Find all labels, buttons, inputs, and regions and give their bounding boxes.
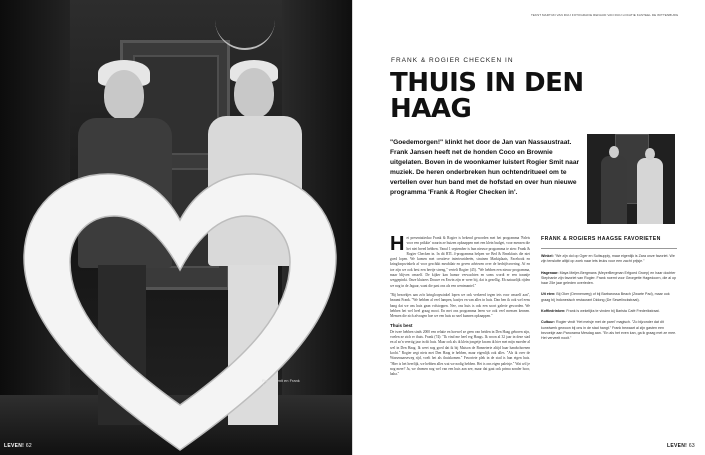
side-photo-person — [637, 158, 663, 224]
credits-line: TEKST MARTIJN VAN RUIJ FOTOGRAFIE RENAUD VAN RUIJ LOCATIE KASTEEL DE WITTENBURG — [531, 13, 679, 17]
favorite-text: Rogier vindt 'Het meisje met de parel' magisch. "Zo bijzonder dat dit kunstwerk gewoon bij ons in de stad hangt." Frank bewaart al zijn gasten een bezoekje aan Panorama Mesdag aan. "En als het even kan, ga ik graag met ze mee. Het verveelt nooit." — [541, 320, 677, 341]
favorite-text: "We zijn dol op Oger en Suitsupply, maar eigenlijk is Zara onze favoriet. We zijn tenslotte altijd op zoek naar iets leuks voor een zacht prijsje." — [541, 254, 675, 264]
article-body — [390, 233, 530, 381]
favorite-text: Frank is wekelijks te vinden bij Barista Café Frederikstraat. — [566, 309, 660, 314]
favorite-label: Uit eten: — [541, 292, 556, 297]
favorite-item — [541, 271, 677, 287]
face — [234, 68, 274, 118]
cover-photo — [0, 0, 352, 455]
folio-brand: LEVEN! — [4, 443, 25, 449]
side-photo-face — [645, 148, 655, 160]
favorite-text: Bij Oker (Dennenweg) of bij Barbarossa Beach (Zwarte Pad), maar ook graag bij Indonesisch restaurant Didong (De Sewelinckstraat). — [541, 292, 670, 302]
favorite-label: Hagenaar: — [541, 270, 559, 275]
body-text: et presentatieduo Frank & Rogier is bekend geworden met het programma 'Paleis voor een prikkie' waarin ze huizen opknappen met een klein budget, voor mensen die het niet breed hebben. Vanaf 1 september is hun nieuwe programma te zien: Frank & Rogier Checken in. In dit RTL 4-programma helpen we Bed & Breakfasts die niet goed lopen. We komen met creatieve interieurideeën, struinen Marktplaats, Facebook en kringloopwinkels af voor geschikt meubilair en geven adviezen over de bedrijfsvoering. Af en toe zijn we ook best een beetje streng," vertelt Rogier (45). "We hebben een nieuw programma, maar blijven onszelf. De kijker kan humor verwachten en soms wordt er een traantje weggepinkt. Onze kluizers Douwe en Erwin zijn er weer bij, dat is gezellig. Eh natuurlijk rijden we nog in de Jaguar, want die past ons als een wentmantel." — [390, 236, 530, 288]
body-paragraph — [390, 233, 530, 289]
body-paragraph: "Bij bezoekjes aan zo'n kringloopwinkel lopen we ook verkeerd tegen iets voor onszelf aan", beaamt Frank. "We hebben al veel lampen, kastjes en van alles in huis. Dan ben ik ook wel eens bang dat we ons huis gaan volstoppen. Nee, ons huis is ook een soort galerie geworden. We hebben het wel heel graag mooi. En met ons programma leren we ook veel mensen kennen. Mensen die zich afvragen hoe we een huis zo snel kunnen opknappen." — [390, 292, 530, 319]
heart-frame — [20, 170, 340, 455]
favorite-text: Maya Meijer-Bergmans (MeyerBergman Erfgoed Groep) en haar dochter Stephanie zijn favoriet van Rogier. Frank noemt voor Georgette Hagedoorn, die al op haar 25e jaar geleden overleden. — [541, 270, 677, 286]
body-paragraph: De twee hebben sinds 2000 een relatie en hoewel ze geen van beiden in Den Haag geboren zijn, voelen ze zich er thuis. Frank (74): "Ik vind me heel erg Haags. Ik woon al 32 jaar in deze stad en al zo'n veertig jaar in dit huis. Maar ook als ik klein jongetje kwam ik hier met mijn moeder al wel in Den Haag. Ik weet nog goed dat ik bij Maison de Bonneterie altijd haar handschoenen kocht." Rogier zegt niets met Den Haag te hebben, maar eigenlijk ook alles. "Als ik over de Wassenaarseweg rijd, voelt het als thuiskomen." Favoriete plek in de stad is hun eigen huis. "Hier is het heerlijk, we hebben alles wat we nodig hebben. Het is ons eigen paleisje." Wat wil je nog meer? Ja, we dromen nog wel van een huis aan zee, maar dat gaat ook prima zonder hoor, haha." — [390, 329, 530, 377]
side-photo-person — [601, 156, 627, 224]
favorite-item — [541, 309, 677, 314]
dropcap: H — [390, 233, 405, 255]
subheading: Thuis best — [390, 323, 413, 329]
favorite-item — [541, 320, 677, 341]
favorite-label: Winkel: — [541, 254, 554, 258]
favorites-box — [541, 236, 677, 348]
headline: THUIS IN DEN HAAG — [390, 68, 584, 124]
favorite-item — [541, 292, 677, 303]
side-photo — [587, 134, 675, 224]
favorites-title: FRANK & ROGIERS HAAGSE FAVORIETEN — [541, 236, 677, 249]
face — [104, 70, 144, 120]
folio-brand: LEVEN! — [666, 443, 688, 449]
article-page — [352, 0, 705, 455]
folio-right — [667, 443, 695, 449]
folio-page: 63 — [688, 443, 695, 449]
favorite-label: Koffiedrinken: — [541, 309, 566, 314]
favorite-item — [541, 254, 677, 265]
kicker: FRANK & ROGIER CHECKEN IN — [391, 57, 514, 64]
photo-caption: Rogier Smit en Frank Jansen — [262, 378, 300, 388]
folio-left — [4, 443, 32, 449]
intro-paragraph: "Goedemorgen!" klinkt het door de Jan van Nassaustraat. Frank Jansen heeft net de honden Coco en Brownie uitgelaten. Boven in de woonkamer luistert Rogier Smit naar muziek. De heren onderbreken hun ochtendritueel om te vertellen over hun band met de hofstad en over hun nieuwe programma 'Frank & Rogier Checken in'. — [390, 139, 580, 196]
side-photo-face — [609, 146, 619, 158]
favorite-label: Cultuur: — [541, 320, 555, 325]
folio-page: 62 — [25, 443, 33, 449]
